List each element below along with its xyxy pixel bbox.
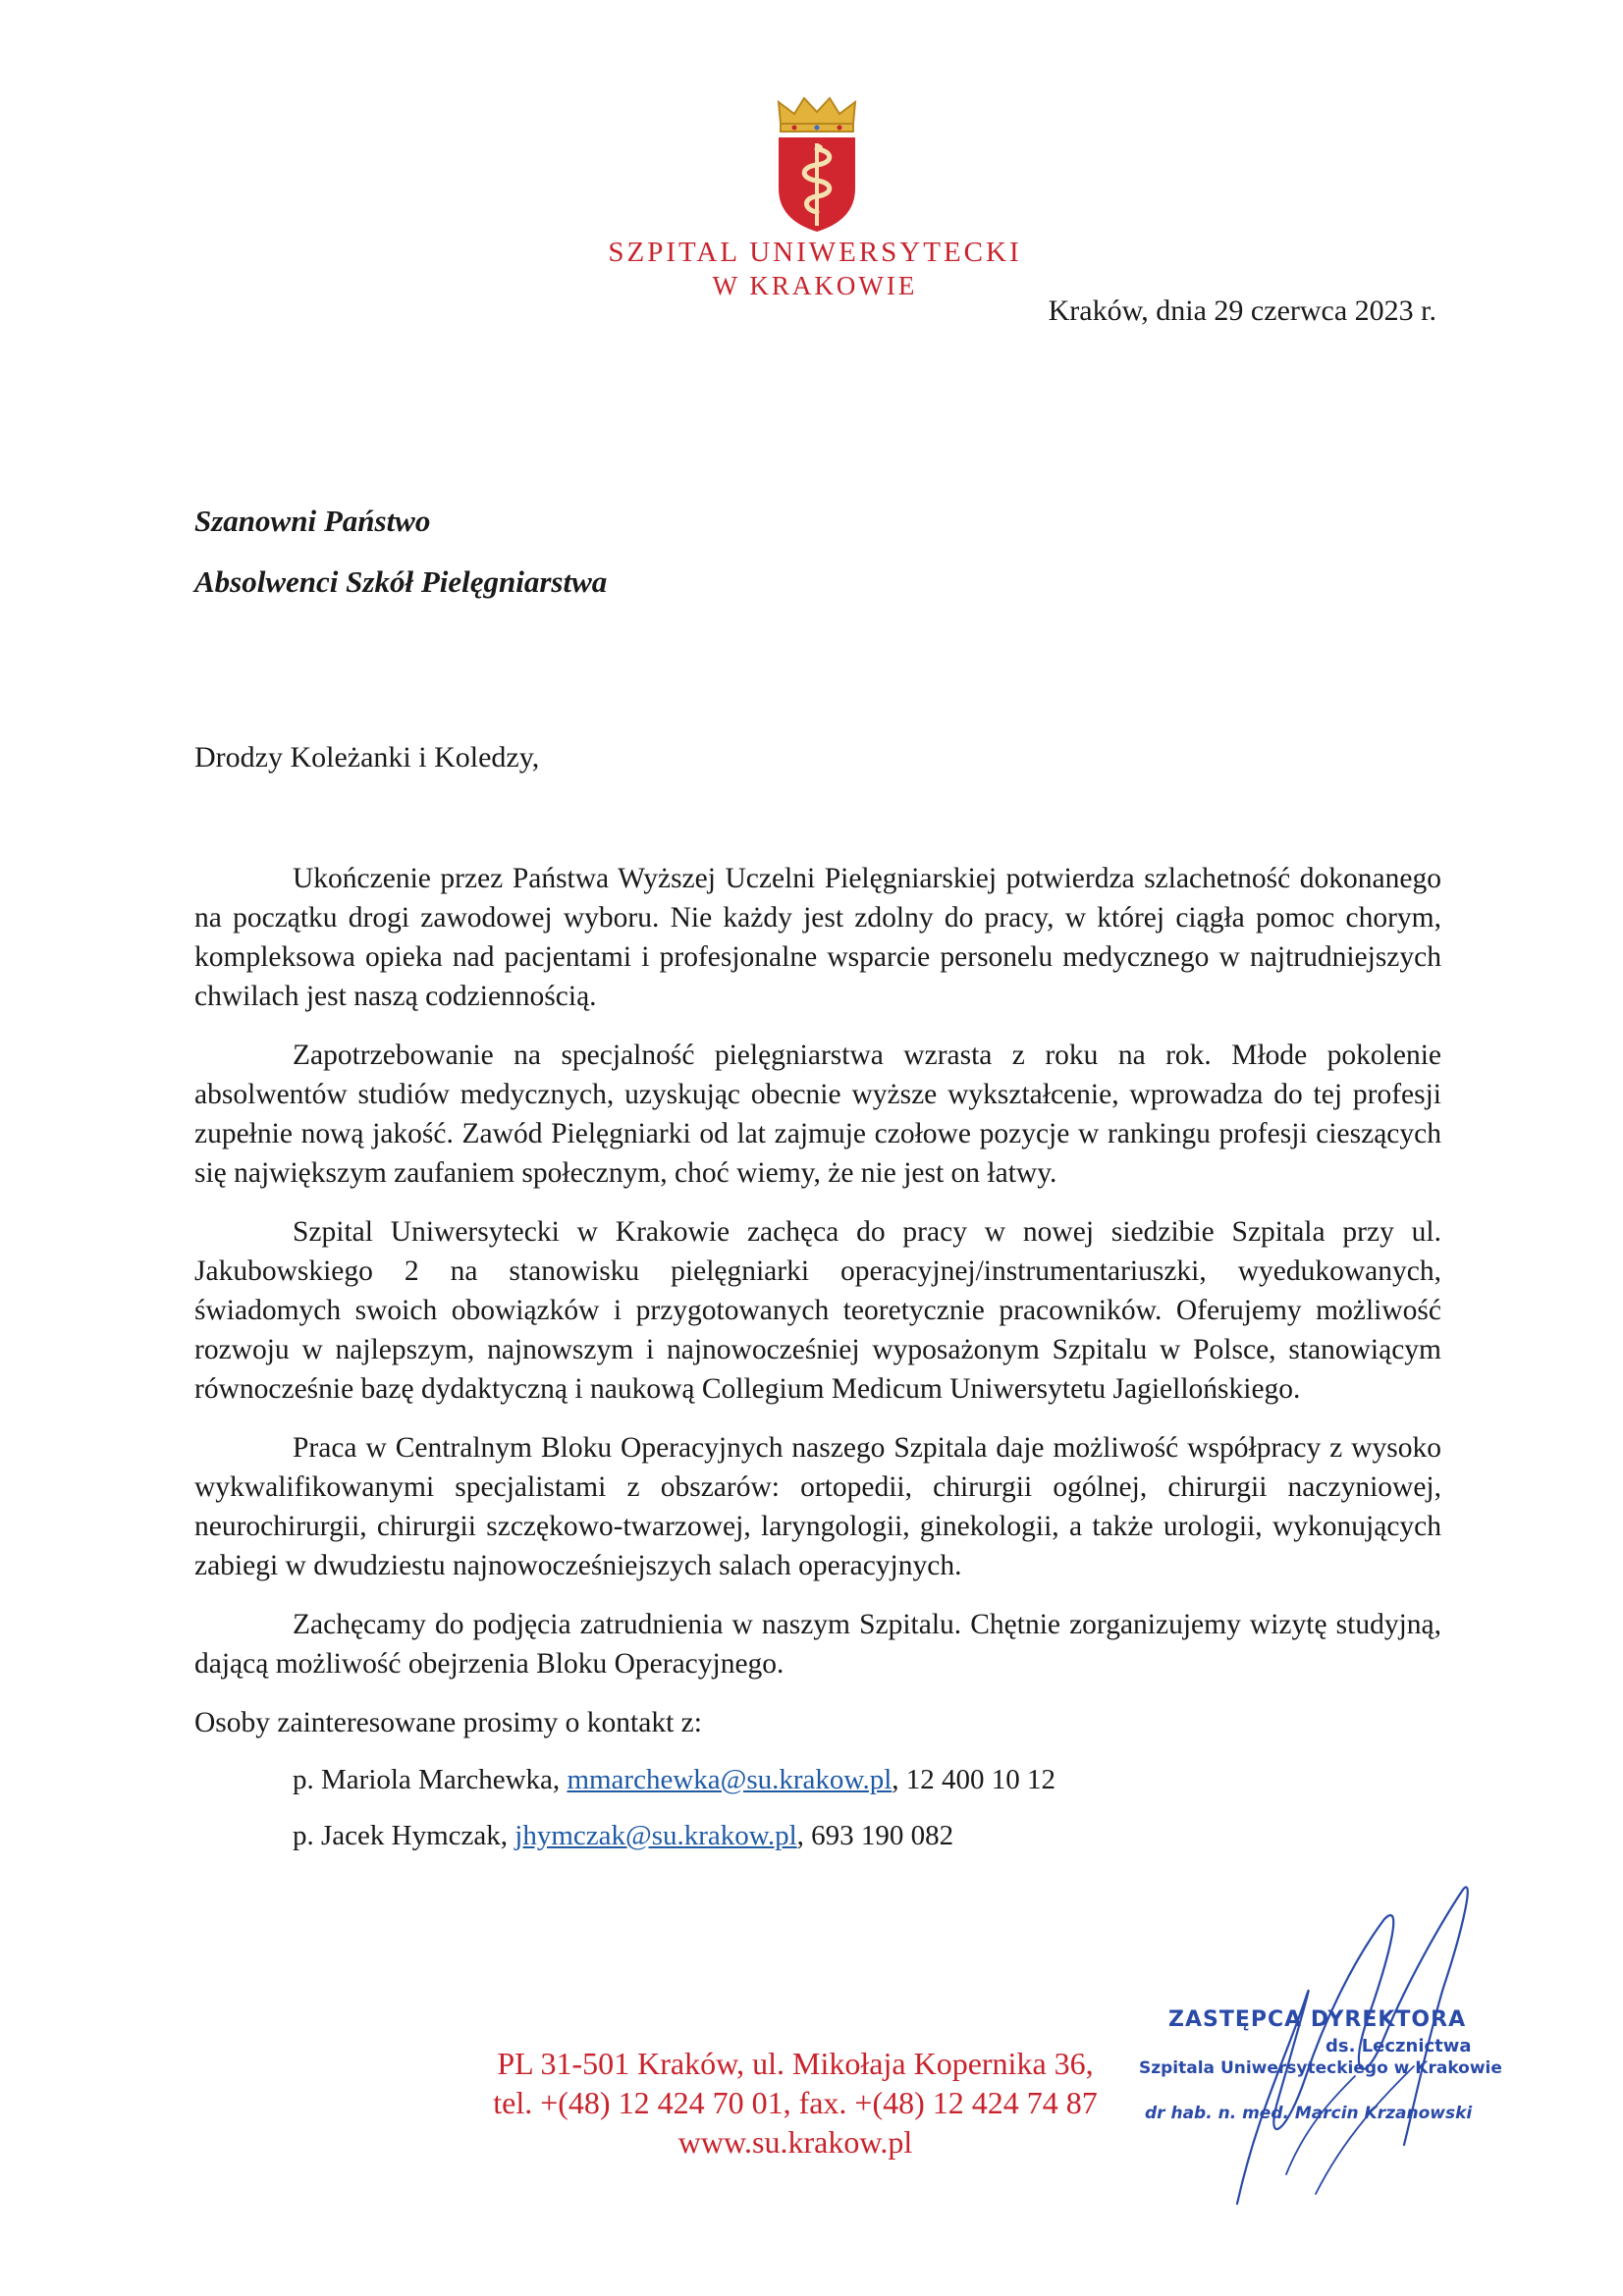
addressee-line1: Szanowni Państwo [194,504,431,538]
contact-email-link[interactable]: jhymczak@su.krakow.pl [514,1820,797,1851]
contact-name: p. Jacek Hymczak, [293,1820,515,1851]
contact-phone: , 693 190 082 [796,1820,954,1851]
salutation: Drodzy Koleżanki i Koledzy, [194,741,540,774]
contact-phone: , 12 400 10 12 [892,1764,1056,1795]
paragraph-1: Ukończenie przez Państwa Wyższej Uczelni Pielęgniarskiej potwierdza szlachetność dokonanego na początku drogi zawodowej wyboru. Nie każdy jest zdolny do pracy, w której ciągła pomoc chorym, kompleksowa opieka nad pacjentami i profesjonalne wsparcie personelu medycznego w najtrudniejszych chwilach jest naszą codziennością. [194,863,1441,1012]
stamp-institution: Szpitala Uniwersyteckiego w Krakowie [1139,2058,1502,2078]
stamp-department: ds. Lecznictwa [1325,2036,1472,2056]
letter-date: Kraków, dnia 29 czerwca 2023 r. [1048,294,1436,327]
contact-name: p. Mariola Marchewka, [293,1764,568,1795]
addressee-line2: Absolwenci Szkół Pielęgniarstwa [194,564,608,599]
stamp-signatory: dr hab. n. med. Marcin Krzanowski [1145,2104,1473,2123]
hospital-name-line2: W KRAKOWIE [712,271,918,300]
footer-line1: PL 31-501 Kraków, ul. Mikołaja Kopernika 36, [497,2046,1094,2081]
hospital-logo [773,94,861,234]
contact-item [293,1818,1441,1853]
contact-item [293,1762,1441,1797]
paragraph-5: Zachęcamy do podjęcia zatrudnienia w naszym Szpitalu. Chętnie zorganizujemy wizytę studyjną, dającą możliwość obejrzenia Bloku Operacyjnego. [194,1609,1441,1680]
contact-email-link[interactable]: mmarchewka@su.krakow.pl [567,1764,893,1795]
contact-intro: Osoby zainteresowane prosimy o kontakt z: [194,1707,702,1738]
paragraph-2: Zapotrzebowanie na specjalność pielęgniarstwa wzrasta z roku na rok. Młode pokolenie absolwentów studiów medycznych, uzyskując obecnie wyższe wykształcenie, wprowadza do tej profesji zupełnie nową jakość. Zawód Pielęgniarki od lat zajmuje czołowe pozycje w rankingu profesji cieszących się największym zaufaniem społecznym, choć wiemy, że nie jest on łatwy. [194,1040,1441,1189]
official-stamp [1139,2007,1512,2123]
paragraph-4: Praca w Centralnym Bloku Operacyjnych naszego Szpitala daje możliwość współpracy z wysoko wykwalifikowanymi specjalistami z obszarów: ortopedii, chirurgii ogólnej, chirurgii naczyniowej, neurochirurgii, chirurgii szczękowo-twarzowej, laryngologii, ginekologii, a także urologii, wykonujących zabiegi w dwudziestu najnowocześniejszych salach operacyjnych. [194,1432,1441,1581]
footer-website-link[interactable]: www.su.krakow.pl [677,2124,913,2160]
letter-body [194,859,1441,1874]
addressee-block [194,491,607,613]
footer-address [422,2044,1168,2162]
paragraph-3: Szpital Uniwersytecki w Krakowie zachęca do pracy w nowej siedzibie Szpitala przy ul. Jakubowskiego 2 na stanowisku pielęgniarki operacyjnej/instrumentariuszki, wyedukowanych, świadomych swoich obowiązków i przygotowanych teoretycznie pracowników. Oferujemy możliwość rozwoju w najlepszym, najnowszym i najnowocześniej wyposażonym Szpitalu w Polsce, stanowiącym równocześnie bazę dydaktyczną i naukową Collegium Medicum Uniwersytetu Jagiellońskiego. [194,1216,1441,1405]
hospital-name-line1: SZPITAL UNIWERSYTECKI [608,237,1022,268]
stamp-title: ZASTĘPCA DYREKTORA [1168,2007,1467,2032]
hospital-name [550,236,1080,302]
footer-line2: tel. +(48) 12 424 70 01, fax. +(48) 12 424 74 87 [493,2085,1098,2120]
contact-list [293,1762,1441,1853]
crown-shield-caduceus-icon [773,94,861,234]
